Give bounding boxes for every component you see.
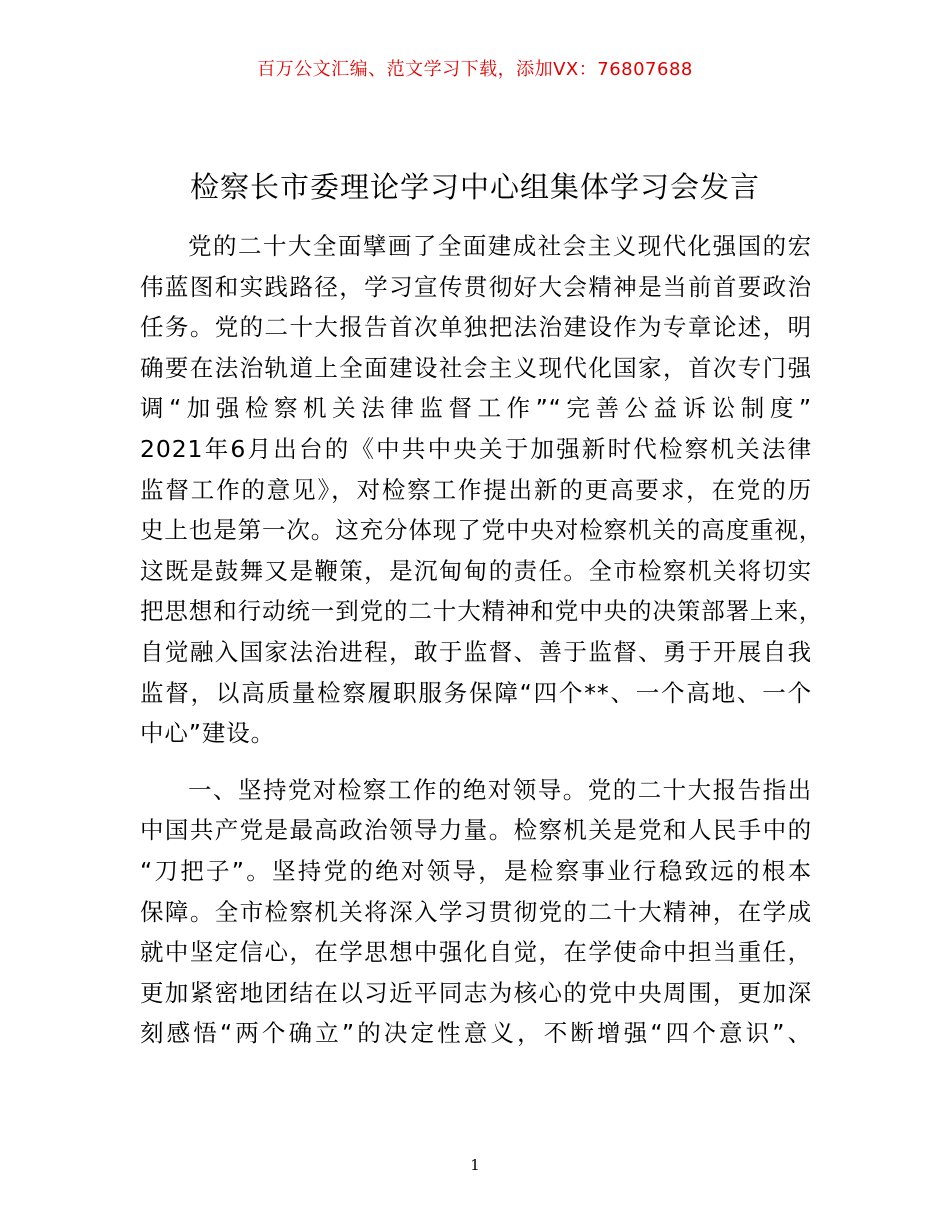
text-line: 党的二十大全面擘画了全面建成社会主义现代化强国的宏	[188, 232, 812, 260]
text-line: 监督工作的意见》，对检察工作提出新的更高要求，在党的历	[140, 475, 812, 504]
text-line: 伟蓝图和实践路径，学习宣传贯彻好大会精神是当前首要政治	[140, 272, 812, 301]
text-line: 就中坚定信心，在学思想中强化自觉，在学使命中担当重任，	[140, 938, 812, 967]
watermark-header: 百万公文汇编、范文学习下载，添加VX：76807688	[257, 59, 693, 80]
text-line: 自觉融入国家法治进程，敢于监督、善于监督、勇于开展自我	[140, 637, 812, 666]
text-line: 更加紧密地团结在以习近平同志为核心的党中央周围，更加深	[140, 978, 812, 1007]
document-body	[140, 226, 824, 1054]
text-line: 任务。党的二十大报告首次单独把法治建设作为专章论述，明	[140, 313, 812, 342]
text-line: 史上也是第一次。这充分体现了党中央对检察机关的高度重视，	[140, 516, 824, 545]
text-line: “刀把子”。坚持党的绝对领导，是检察事业行稳致远的根本	[140, 856, 812, 885]
text-line: 确要在法治轨道上全面建设社会主义现代化国家，首次专门强	[140, 353, 812, 382]
document-title: 检察长市委理论学习中心组集体学习会发言	[189, 170, 760, 204]
page-number: 1	[470, 1156, 480, 1174]
text-line: 一、坚持党对检察工作的绝对领导。党的二十大报告指出	[188, 775, 812, 804]
text-line: 把思想和行动统一到党的二十大精神和党中央的决策部署上来，	[140, 597, 824, 626]
text-line: 这既是鼓舞又是鞭策，是沉甸甸的责任。全市检察机关将切实	[140, 556, 812, 585]
paragraph-spacer	[140, 754, 812, 770]
paragraph-intro	[140, 226, 824, 754]
text-line: 调“加强检察机关法律监督工作”“完善公益诉讼制度”	[140, 394, 812, 423]
text-line: 中国共产党是最高政治领导力量。检察机关是党和人民手中的	[140, 816, 812, 845]
paragraph-section-one	[140, 770, 812, 1054]
text-line: 2021年6月出台的《中共中央关于加强新时代检察机关法律	[140, 434, 812, 463]
text-line: 保障。全市检察机关将深入学习贯彻党的二十大精神，在学成	[140, 897, 812, 926]
text-line: 监督，以高质量检察履职服务保障“四个**、一个高地、一个	[140, 678, 812, 707]
text-line: 刻感悟“两个确立”的决定性意义，不断增强“四个意识”、	[140, 1019, 812, 1048]
text-line: 中心”建设。	[140, 719, 276, 748]
